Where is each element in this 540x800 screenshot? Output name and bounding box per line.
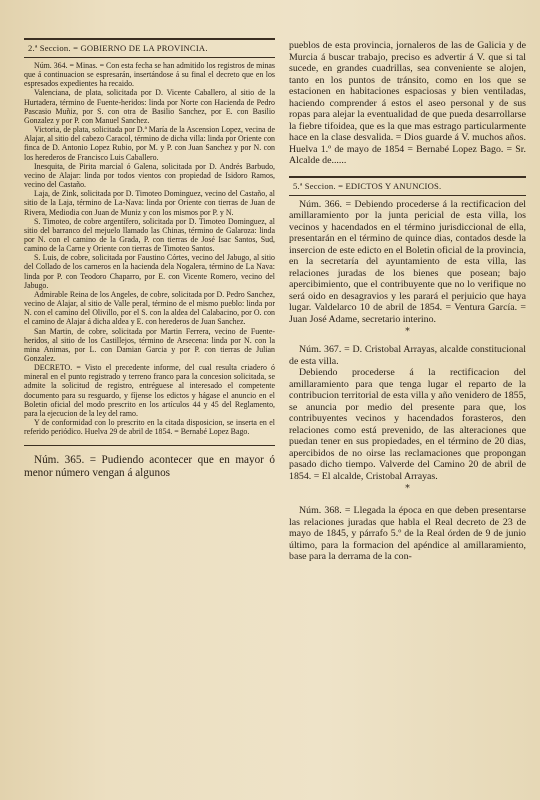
edicto-366-text: Núm. 366. = Debiendo procederse á la rectificacion del amillaramiento por la junta pericial de esta villa, los vecinos y hacendados en el término jurisdiccional de ella, presentarán en el término de quince dias, contados desde la insercion de este edicto en el Boletin oficial de la provincia, en la secretaría del ayuntamiento de esta villa, las relaciones juradas de los bienes que posean; bajo apercibimiento, que el contribuyente que no lo verifique no será oido en desagravios y les parará el perjuicio que haya lugar. Valdelarco 10 de abril de 1854. = Ventura García. = Juan José Adame, secretario interino. [289,198,526,325]
right-column [289,38,526,563]
separator-star: * [405,484,410,494]
mine-valenciana: Valenciana, de plata, solicitada por D. Vicente Caballero, al sitio de la Hurtadera, término de Fuente-heridos: linda por Norte con Hacienda de Pedro Pascasio Muñiz, por S. con otra de Basilio Sanchez, por E. con Basilio Gonzalez y por P. con Manuel Sanchez. [24,88,275,125]
edicto-367-body: Debiendo procederse á la rectificacion del amillaramiento para que tenga lugar el reparto de la contribucion territorial de esta villa y año venidero de 1855, se anuncia por medio del presente para que, los contribuyentes vecinos y hacendados forasteros, den relaciones como está prevenido, de las alteraciones que puedan tener en sus propiedades, en el término de 20 dias, apercibidos de no oirse las reclamaciones que propongan pasado dicho tiempo. Valverde del Camino 20 de abril de 1854. = El alcalde, Cristobal Arrayas. [289,367,526,482]
notice-365 [24,454,275,480]
section-heading-gobierno: 2.ª Seccion. = GOBIERNO DE LA PROVINCIA. [28,43,208,53]
mine-s-timoteo: S. Timoteo, de cobre argentífero, solicitada por D. Timoteo Dominguez, al sitio del barranco del mejuelo llamado las Chinas, término de Galaroza: linda por N. con el camino de la Grada, P. con tierras de José Isac Santos, Sud, camino de la Carne y Oriente con tierras de Timoteo Santos. [24,216,275,254]
mine-san-martin: San Martin, de cobre, solicitada por Martin Ferrera, vecino de Fuente-heridos, al sitio de los Castillejos, término de Arsecena: linda por N. con la mina Animas, por L. con Damian Garcia y por P. con tierras de Julian Gonzalez. [24,326,275,363]
section-rule-thin [24,57,275,58]
mine-laja: Laja, de Zink, solicitada por D. Timoteo Dominguez, vecino del Castaño, al sitio de la Laja, término de La-Nava: linda por Oriente con tierras de Juan de Rivera, Mediodia con Juan de Muniz y con los mismos por P. y N. [24,189,275,217]
mine-inesquita: Inesquita, de Pirita marcial ó Galena, solicitada por D. Andrés Barbudo, vecino de Alajar: linda por todos vientos con propiedad de Isidoro Ramos, vecino del Castaño. [24,161,275,190]
left-column [24,38,275,563]
separator-rule [24,445,275,446]
notice-365-cont-text: pueblos de esta provincia, jornaleros de las de Galicia y de Murcia á buscar trabajo, preciso es advertir á V. que si tal sucede, en grandes cuadrillas, sea conveniente se alojen, tanto en los puntos de tránsito, como en los que se estacionen en habitaciones espaciosas y bien ventiladas, haciendo comprender á estos el aseo personal y de sus ropas para alejar la eventualidad de que pueda desarrollarse la fiebre tifoidea, que es la que mas estrago particularmente hace en la clase desvalida. = Dios guarde á V. muchos años. Huelva 1.º de mayo de 1854 = Bernabé Lopez Bago. = Sr. Alcalde de...... [289,40,526,166]
section-heading-edictos: 5.ª Seccion. = EDICTOS Y ANUNCIOS. [293,180,442,191]
mine-admirable-reina: Admirable Reina de los Angeles, de cobre, solicitada por D. Pedro Sanchez, vecino de Alajar, al sitio de Valle peral, término de el mismo pueblo: linda por N. con el camino del Olivillo, por el S. con la aldea del Calabacino, por O. con el camino de Alajar á dicha aldea y E. con herederos de Juan Sanchez. [24,289,275,327]
section-rule [24,38,275,40]
notice-365-text: Núm. 365. = Pudiendo acontecer que en mayor ó menor número vengan á algunos [24,454,275,480]
mine-victoria: Victoria, de plata, solicitada por D.ª María de la Ascension Lopez, vecina de Alajar, al sitio del cabezo Caracol, término de dicha villa: linda por Oriente con finca de D. Antonio Lopez Rubio, por M. y P. con Juan Sanchez y por N. con los herederos de Francisco Luis Caballero. [24,125,275,162]
section-rule [289,176,526,178]
edicto-367-heading: Núm. 367. = D. Cristobal Arrayas, alcalde constitucional de esta villa. [289,344,526,367]
decreto-text: DECRETO. = Visto el precedente informe, del cual resulta criadero ó mineral en el punto registrado y terreno franco para la concesion solicitada, se admite la solicitud de registro, entréguese al interesado el competente documento para su resguardo, y fíjense los edictos y hágase el anuncio en el Boletin oficial del modo prescrito en los artículos 44 y 45 del Reglamento, para la ejecucion de la ley del ramo. [24,363,275,418]
notice-365-continued [289,40,526,167]
edicto-368 [289,505,526,563]
edicto-367 [289,344,526,482]
edicto-366 [289,199,526,326]
mine-s-luis: S. Luis, de cobre, solicitada por Faustino Córtes, vecino del Jabugo, al sitio del Collado de los carneros en la hacienda dela Nogalera, término de La Nava: linda por P. con Teodoro Chaparro, por E. con Vicente Romero, vecino del Jabugo. [24,253,275,290]
separator-star: * [405,327,410,337]
edicto-368-text: Núm. 368. = Llegada la época en que deben presentarse las relaciones juradas que habla el Real decreto de 23 de mayo de 1845, y párrafo 5.º de la Real órden de 9 de junio último, para la formacion del apéndice al amillaramiento, base para la derrama de la con- [289,505,526,562]
section-rule-thin [289,195,526,196]
decree-364-intro: Núm. 364. = Minas. = Con esta fecha se han admitido los registros de minas que á continuacion se espresarán, insertándose á su final el decreto que en los espresados expedientes ha recaido. [24,61,275,89]
decreto-signature: Y de conformidad con lo prescrito en la citada disposicion, se inserta en el referido periódico. Huelva 29 de abril de 1854. = Bernabé Lopez Bago. [24,418,275,437]
